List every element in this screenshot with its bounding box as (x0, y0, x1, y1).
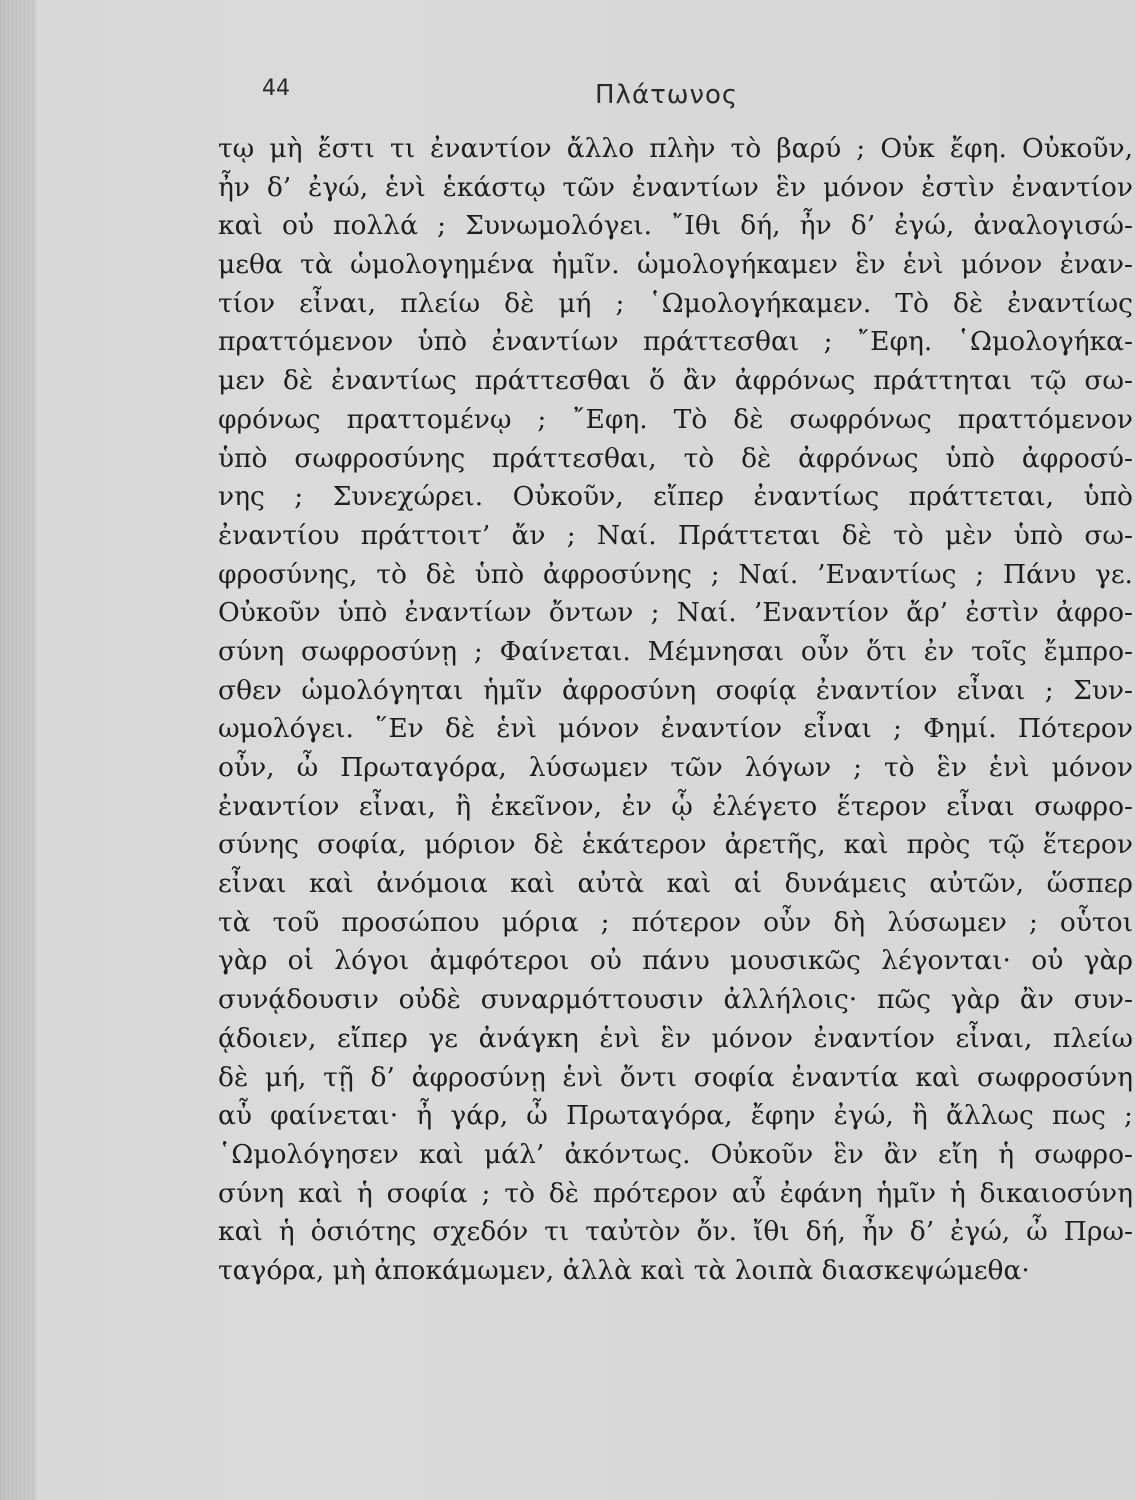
text-line: αὖ φαίνεται· ἦ γάρ, ὦ Πρωταγόρα, ἔφην ἐγώ, ἢ ἄλλως πως ; (218, 1100, 1133, 1132)
text-line: γὰρ οἱ λόγοι ἀμφότεροι οὐ πάνυ μουσικῶς λέγονται· οὐ γὰρ (218, 945, 1133, 977)
text-line: τῳ μὴ ἔστι τι ἐναντίον ἄλλο πλὴν τὸ βαρύ ; Οὐκ ἔφη. Οὐκοῦν, (218, 133, 1133, 164)
text-line: εἶναι καὶ ἀνόμοια καὶ αὐτὰ καὶ αἱ δυνάμεις αὐτῶν, ὥσπερ (218, 868, 1133, 900)
running-title: Πλάτωνος (595, 80, 739, 110)
text-line: ᾴδοιεν, εἴπερ γε ἀνάγκη ἑνὶ ἓν μόνον ἐναντίον εἶναι, πλείω (218, 1022, 1133, 1054)
text-line: τὰ τοῦ προσώπου μόρια ; πότερον οὖν δὴ λύσωμεν ; οὗτοι (218, 906, 1133, 938)
text-line: σθεν ὡμολόγηται ἡμῖν ἀφροσύνη σοφίᾳ ἐναντίον εἶναι ; Συν- (218, 674, 1133, 706)
text-line: ὑπὸ σωφροσύνης πράττεσθαι, τὸ δὲ ἀφρόνως ὑπὸ ἀφροσύ- (218, 442, 1133, 474)
page-binding-edge (0, 0, 36, 1500)
text-line: φροσύνης, τὸ δὲ ὑπὸ ἀφροσύνης ; Ναί. ’Εναντίως ; Πάνυ γε. (218, 558, 1133, 590)
text-line: συνᾴδουσιν οὐδὲ συναρμόττουσιν ἀλλήλοις· πῶς γὰρ ἂν συν- (218, 984, 1133, 1016)
text-line: πραττόμενον ὑπὸ ἐναντίων πράττεσθαι ; ῎Εφη. ῾Ωμολογήκα- (218, 326, 1133, 358)
text-line: ἦν δ’ ἐγώ, ἑνὶ ἑκάστῳ τῶν ἐναντίων ἓν μόνον ἐστὶν ἐναντίον (218, 171, 1133, 203)
page-number: 44 (262, 76, 290, 101)
text-line: μεθα τὰ ὡμολογημένα ἡμῖν. ὡμολογήκαμεν ἓν ἑνὶ μόνον ἐναν- (218, 249, 1133, 281)
text-line: σύνης σοφία, μόριον δὲ ἑκάτερον ἀρετῆς, καὶ πρὸς τῷ ἕτερον (218, 829, 1133, 861)
text-line: Οὐκοῦν ὑπὸ ἐναντίων ὄντων ; Ναί. ’Εναντίον ἄρ’ ἐστὶν ἀφρο- (218, 597, 1133, 629)
text-line: ῾Ωμολόγησεν καὶ μάλ’ ἀκόντως. Οὐκοῦν ἓν ἂν εἴη ἡ σωφρο- (218, 1138, 1133, 1170)
text-line: δὲ μή, τῇ δ’ ἀφροσύνῃ ἑνὶ ὄντι σοφία ἐναντία καὶ σωφροσύνη (218, 1061, 1133, 1093)
text-line: νης ; Συνεχώρει. Οὐκοῦν, εἴπερ ἐναντίως πράττεται, ὑπὸ (218, 481, 1133, 513)
text-line: ταγόρα, μὴ ἀποκάμωμεν, ἀλλὰ καὶ τὰ λοιπὰ διασκεψώμεθα· (218, 1254, 1030, 1286)
text-line: σύνη σωφροσύνῃ ; Φαίνεται. Μέμνησαι οὖν ὅτι ἐν τοῖς ἔμπρο- (218, 635, 1133, 667)
text-line: τίον εἶναι, πλείω δὲ μή ; ῾Ωμολογήκαμεν. Τὸ δὲ ἐναντίως (218, 287, 1133, 319)
text-line: καὶ ἡ ὁσιότης σχεδόν τι ταὐτὸν ὄν. ἴθι δή, ἦν δ’ ἐγώ, ὦ Πρω- (218, 1216, 1133, 1248)
body-text (218, 130, 1133, 1291)
text-line: μεν δὲ ἐναντίως πράττεσθαι ὅ ἂν ἀφρόνως πράττηται τῷ σω- (218, 365, 1133, 397)
text-line: καὶ οὐ πολλά ; Συνωμολόγει. ῎Ιθι δή, ἦν δ’ ἐγώ, ἀναλογισώ- (218, 210, 1133, 242)
text-line: ωμολόγει. ῞Εν δὲ ἑνὶ μόνον ἐναντίον εἶναι ; Φημί. Πότερον (218, 713, 1133, 745)
text-line: φρόνως πραττομένῳ ; ῎Εφη. Τὸ δὲ σωφρόνως πραττόμενον (218, 403, 1133, 435)
text-line: ἐναντίου πράττοιτ’ ἄν ; Ναί. Πράττεται δὲ τὸ μὲν ὑπὸ σω- (218, 519, 1133, 551)
text-line: ἐναντίον εἶναι, ἢ ἐκεῖνον, ἐν ᾧ ἐλέγετο ἕτερον εἶναι σωφρο- (218, 790, 1133, 822)
text-line: σύνη καὶ ἡ σοφία ; τὸ δὲ πρότερον αὖ ἐφάνη ἡμῖν ἡ δικαιοσύνη (218, 1177, 1133, 1209)
text-line: οὖν, ὦ Πρωταγόρα, λύσωμεν τῶν λόγων ; τὸ ἓν ἑνὶ μόνον (218, 752, 1133, 783)
